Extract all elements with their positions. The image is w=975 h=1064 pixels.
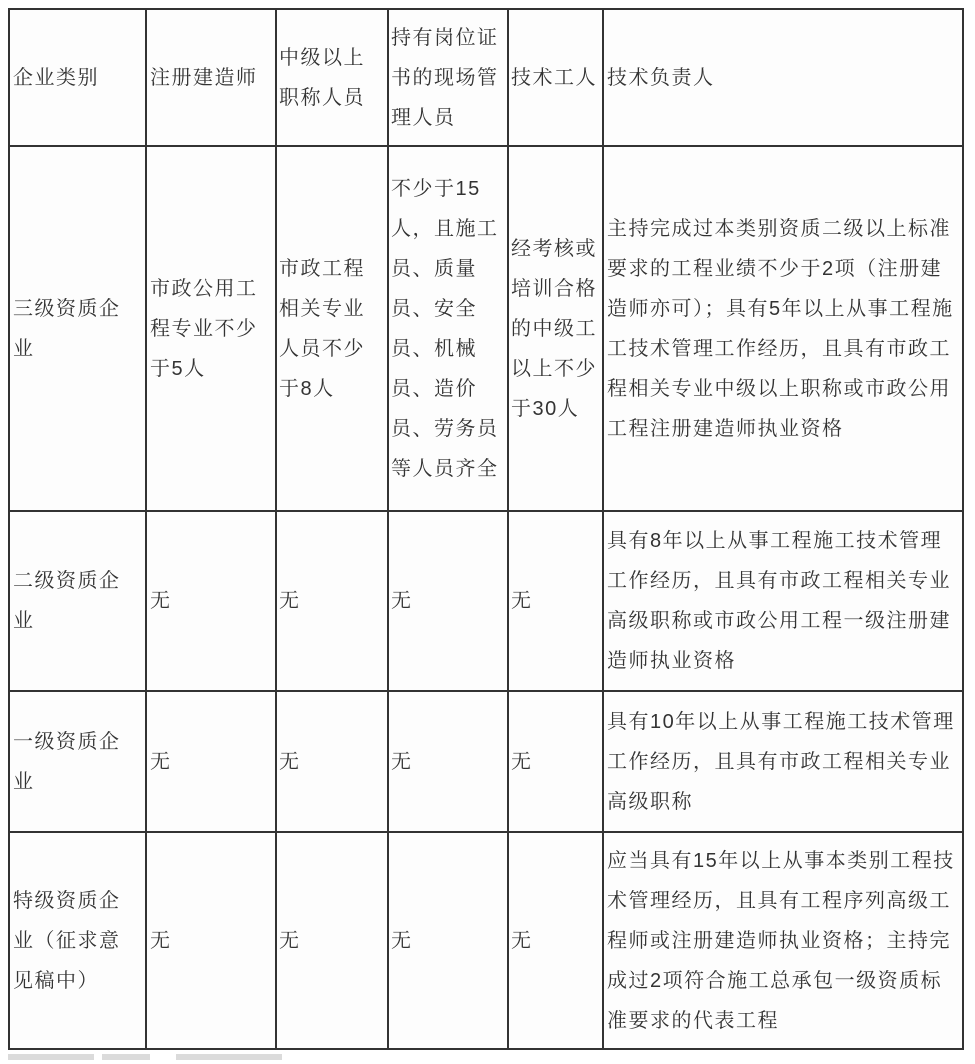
cell-special-registered-constructor: 无	[146, 832, 276, 1049]
header-cell-certified-site-managers: 持有岗位证书的现场管理人员	[388, 9, 508, 146]
compression-artifact	[8, 1054, 94, 1060]
cell-special-category: 特级资质企业（征求意见稿中）	[9, 832, 146, 1049]
cell-grade1-skilled-workers: 无	[508, 691, 603, 832]
cell-grade3-category: 三级资质企业	[9, 146, 146, 511]
cell-special-skilled-workers: 无	[508, 832, 603, 1049]
cell-grade3-technical-director: 主持完成过本类别资质二级以上标准要求的工程业绩不少于2项（注册建造师亦可）；具有5年以上从事工程施工技术管理工作经历，且具有市政工程相关专业中级以上职称或市政公用工程注册建造师执业资格	[603, 146, 963, 511]
cell-grade3-registered-constructor: 市政公用工程专业不少于5人	[146, 146, 276, 511]
cell-grade2-technical-director: 具有8年以上从事工程施工技术管理工作经历，且具有市政工程相关专业高级职称或市政公用工程一级注册建造师执业资格	[603, 511, 963, 691]
cell-grade2-registered-constructor: 无	[146, 511, 276, 691]
table-row-grade2	[9, 511, 963, 691]
cell-grade2-certified-site-managers: 无	[388, 511, 508, 691]
cell-grade1-mid-level-title-staff: 无	[276, 691, 388, 832]
table-row-grade1	[9, 691, 963, 832]
cell-grade3-skilled-workers: 经考核或培训合格的中级工以上不少于30人	[508, 146, 603, 511]
compression-artifact	[102, 1054, 150, 1060]
cell-grade1-certified-site-managers: 无	[388, 691, 508, 832]
cell-special-certified-site-managers: 无	[388, 832, 508, 1049]
compression-artifact	[176, 1054, 282, 1060]
cell-grade3-certified-site-managers: 不少于15人，且施工员、质量员、安全员、机械员、造价员、劳务员等人员齐全	[388, 146, 508, 511]
table-row-grade3	[9, 146, 963, 511]
header-cell-registered-constructor: 注册建造师	[146, 9, 276, 146]
header-row	[9, 9, 963, 146]
header-cell-skilled-workers: 技术工人	[508, 9, 603, 146]
cell-grade1-technical-director: 具有10年以上从事工程施工技术管理工作经历，且具有市政工程相关专业高级职称	[603, 691, 963, 832]
cell-grade2-mid-level-title-staff: 无	[276, 511, 388, 691]
qualification-table	[8, 8, 964, 1050]
cell-special-technical-director: 应当具有15年以上从事本类别工程技术管理经历，且具有工程序列高级工程师或注册建造师执业资格；主持完成过2项符合施工总承包一级资质标准要求的代表工程	[603, 832, 963, 1049]
cell-special-mid-level-title-staff: 无	[276, 832, 388, 1049]
header-cell-enterprise-category: 企业类别	[9, 9, 146, 146]
header-cell-mid-level-title-staff: 中级以上职称人员	[276, 9, 388, 146]
cell-grade3-mid-level-title-staff: 市政工程相关专业人员不少于8人	[276, 146, 388, 511]
cell-grade1-category: 一级资质企业	[9, 691, 146, 832]
cell-grade1-registered-constructor: 无	[146, 691, 276, 832]
cell-grade2-skilled-workers: 无	[508, 511, 603, 691]
table-row-special-grade	[9, 832, 963, 1049]
cell-grade2-category: 二级资质企业	[9, 511, 146, 691]
header-cell-technical-director: 技术负责人	[603, 9, 963, 146]
